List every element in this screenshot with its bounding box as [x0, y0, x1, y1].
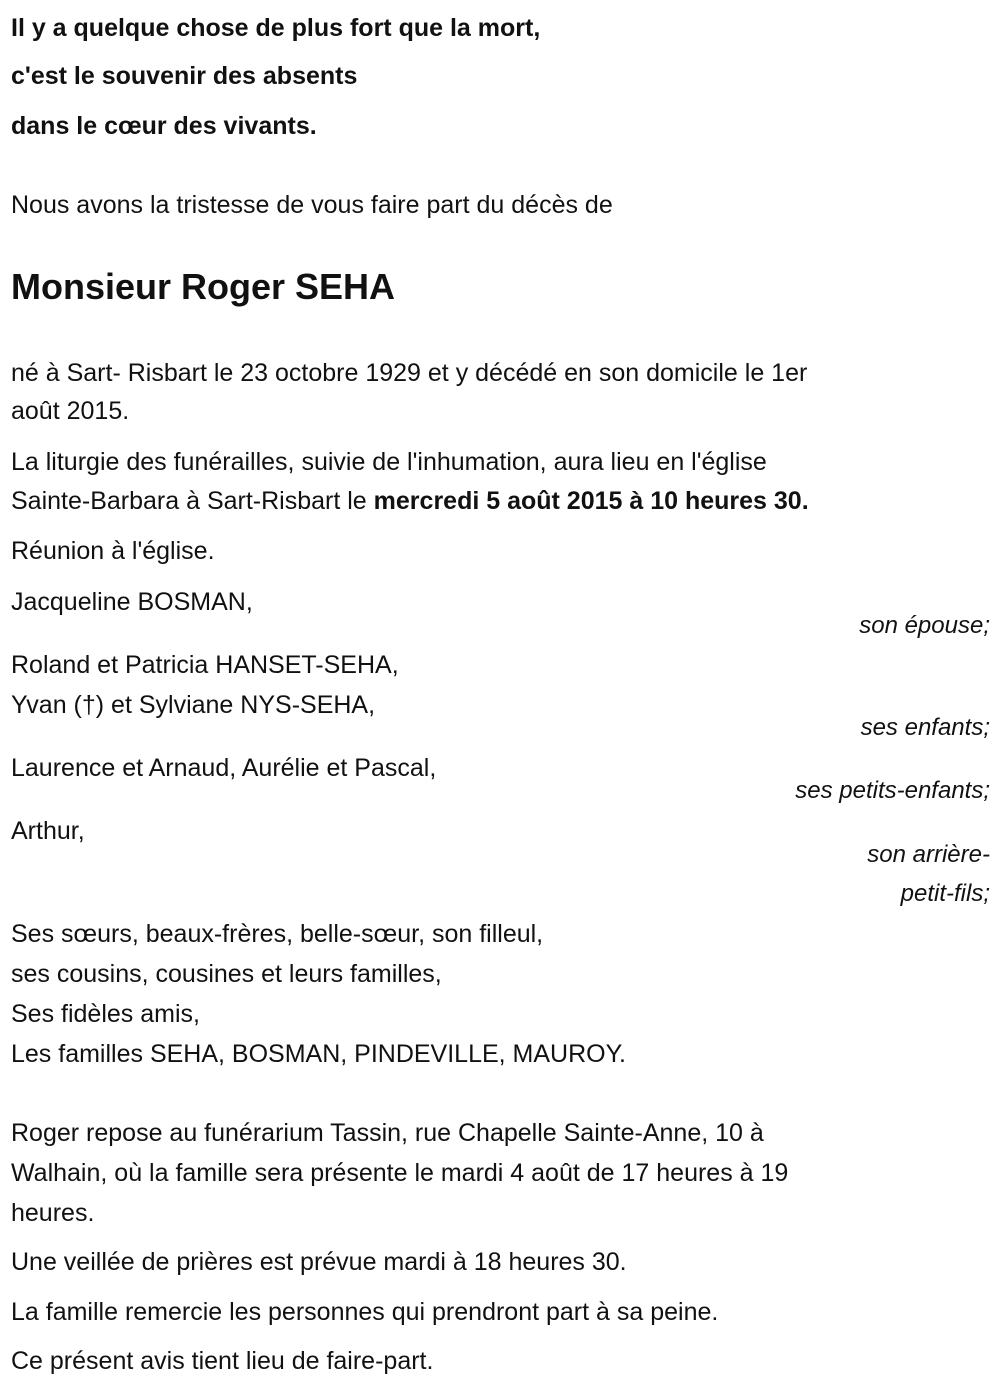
child-1: Roland et Patricia HANSET-SEHA, [11, 651, 399, 679]
birth-death-line-2: août 2015. [11, 397, 130, 425]
funerarium-line-1: Roger repose au funérarium Tassin, rue Chapelle Sainte-Anne, 10 à [11, 1119, 764, 1147]
intro-text: Nous avons la tristesse de vous faire part du décès de [11, 191, 613, 219]
children-role: ses enfants; [860, 714, 990, 741]
child-2: Yvan (†) et Sylviane NYS-SEHA, [11, 691, 376, 719]
birth-death-line-1: né à Sart- Risbart le 23 octobre 1929 et y décédé en son domicile le 1er [11, 359, 808, 387]
others-2: ses cousins, cousines et leurs familles, [11, 960, 442, 988]
funerarium-line-2: Walhain, où la famille sera présente le mardi 4 août de 17 heures à 19 [11, 1159, 789, 1187]
liturgy-line-2 [11, 483, 809, 519]
quote-line-3: dans le cœur des vivants. [11, 112, 317, 140]
notice-text: Ce présent avis tient lieu de faire-part. [11, 1347, 434, 1375]
vigil-text: Une veillée de prières est prévue mardi à 18 heures 30. [11, 1248, 627, 1276]
spouse: Jacqueline BOSMAN, [11, 588, 253, 616]
liturgy-line-1: La liturgie des funérailles, suivie de l'inhumation, aura lieu en l'église [11, 448, 767, 476]
grandchildren-role: ses petits-enfants; [795, 777, 990, 804]
others-3: Ses fidèles amis, [11, 1000, 200, 1028]
deceased-name: Monsieur Roger SEHA [11, 266, 396, 307]
liturgy-place: Sainte-Barbara à Sart-Risbart le [11, 487, 374, 515]
liturgy-datetime: mercredi 5 août 2015 à 10 heures 30. [373, 487, 809, 515]
thanks-text: La famille remercie les personnes qui prendront part à sa peine. [11, 1298, 719, 1326]
others-4: Les familles SEHA, BOSMAN, PINDEVILLE, MAUROY. [11, 1040, 627, 1068]
others-1: Ses sœurs, beaux-frères, belle-sœur, son filleul, [11, 920, 544, 948]
great-grandchild-role-1: son arrière- [867, 841, 990, 868]
grandchildren: Laurence et Arnaud, Aurélie et Pascal, [11, 754, 437, 782]
great-grandchild-role-2: petit-fils; [900, 880, 990, 907]
meeting-text: Réunion à l'église. [11, 537, 215, 565]
quote-line-2: c'est le souvenir des absents [11, 62, 358, 90]
quote-line-1: Il y a quelque chose de plus fort que la mort, [11, 14, 541, 42]
funerarium-line-3: heures. [11, 1199, 95, 1227]
spouse-role: son épouse; [859, 612, 990, 639]
great-grandchild: Arthur, [11, 817, 85, 845]
